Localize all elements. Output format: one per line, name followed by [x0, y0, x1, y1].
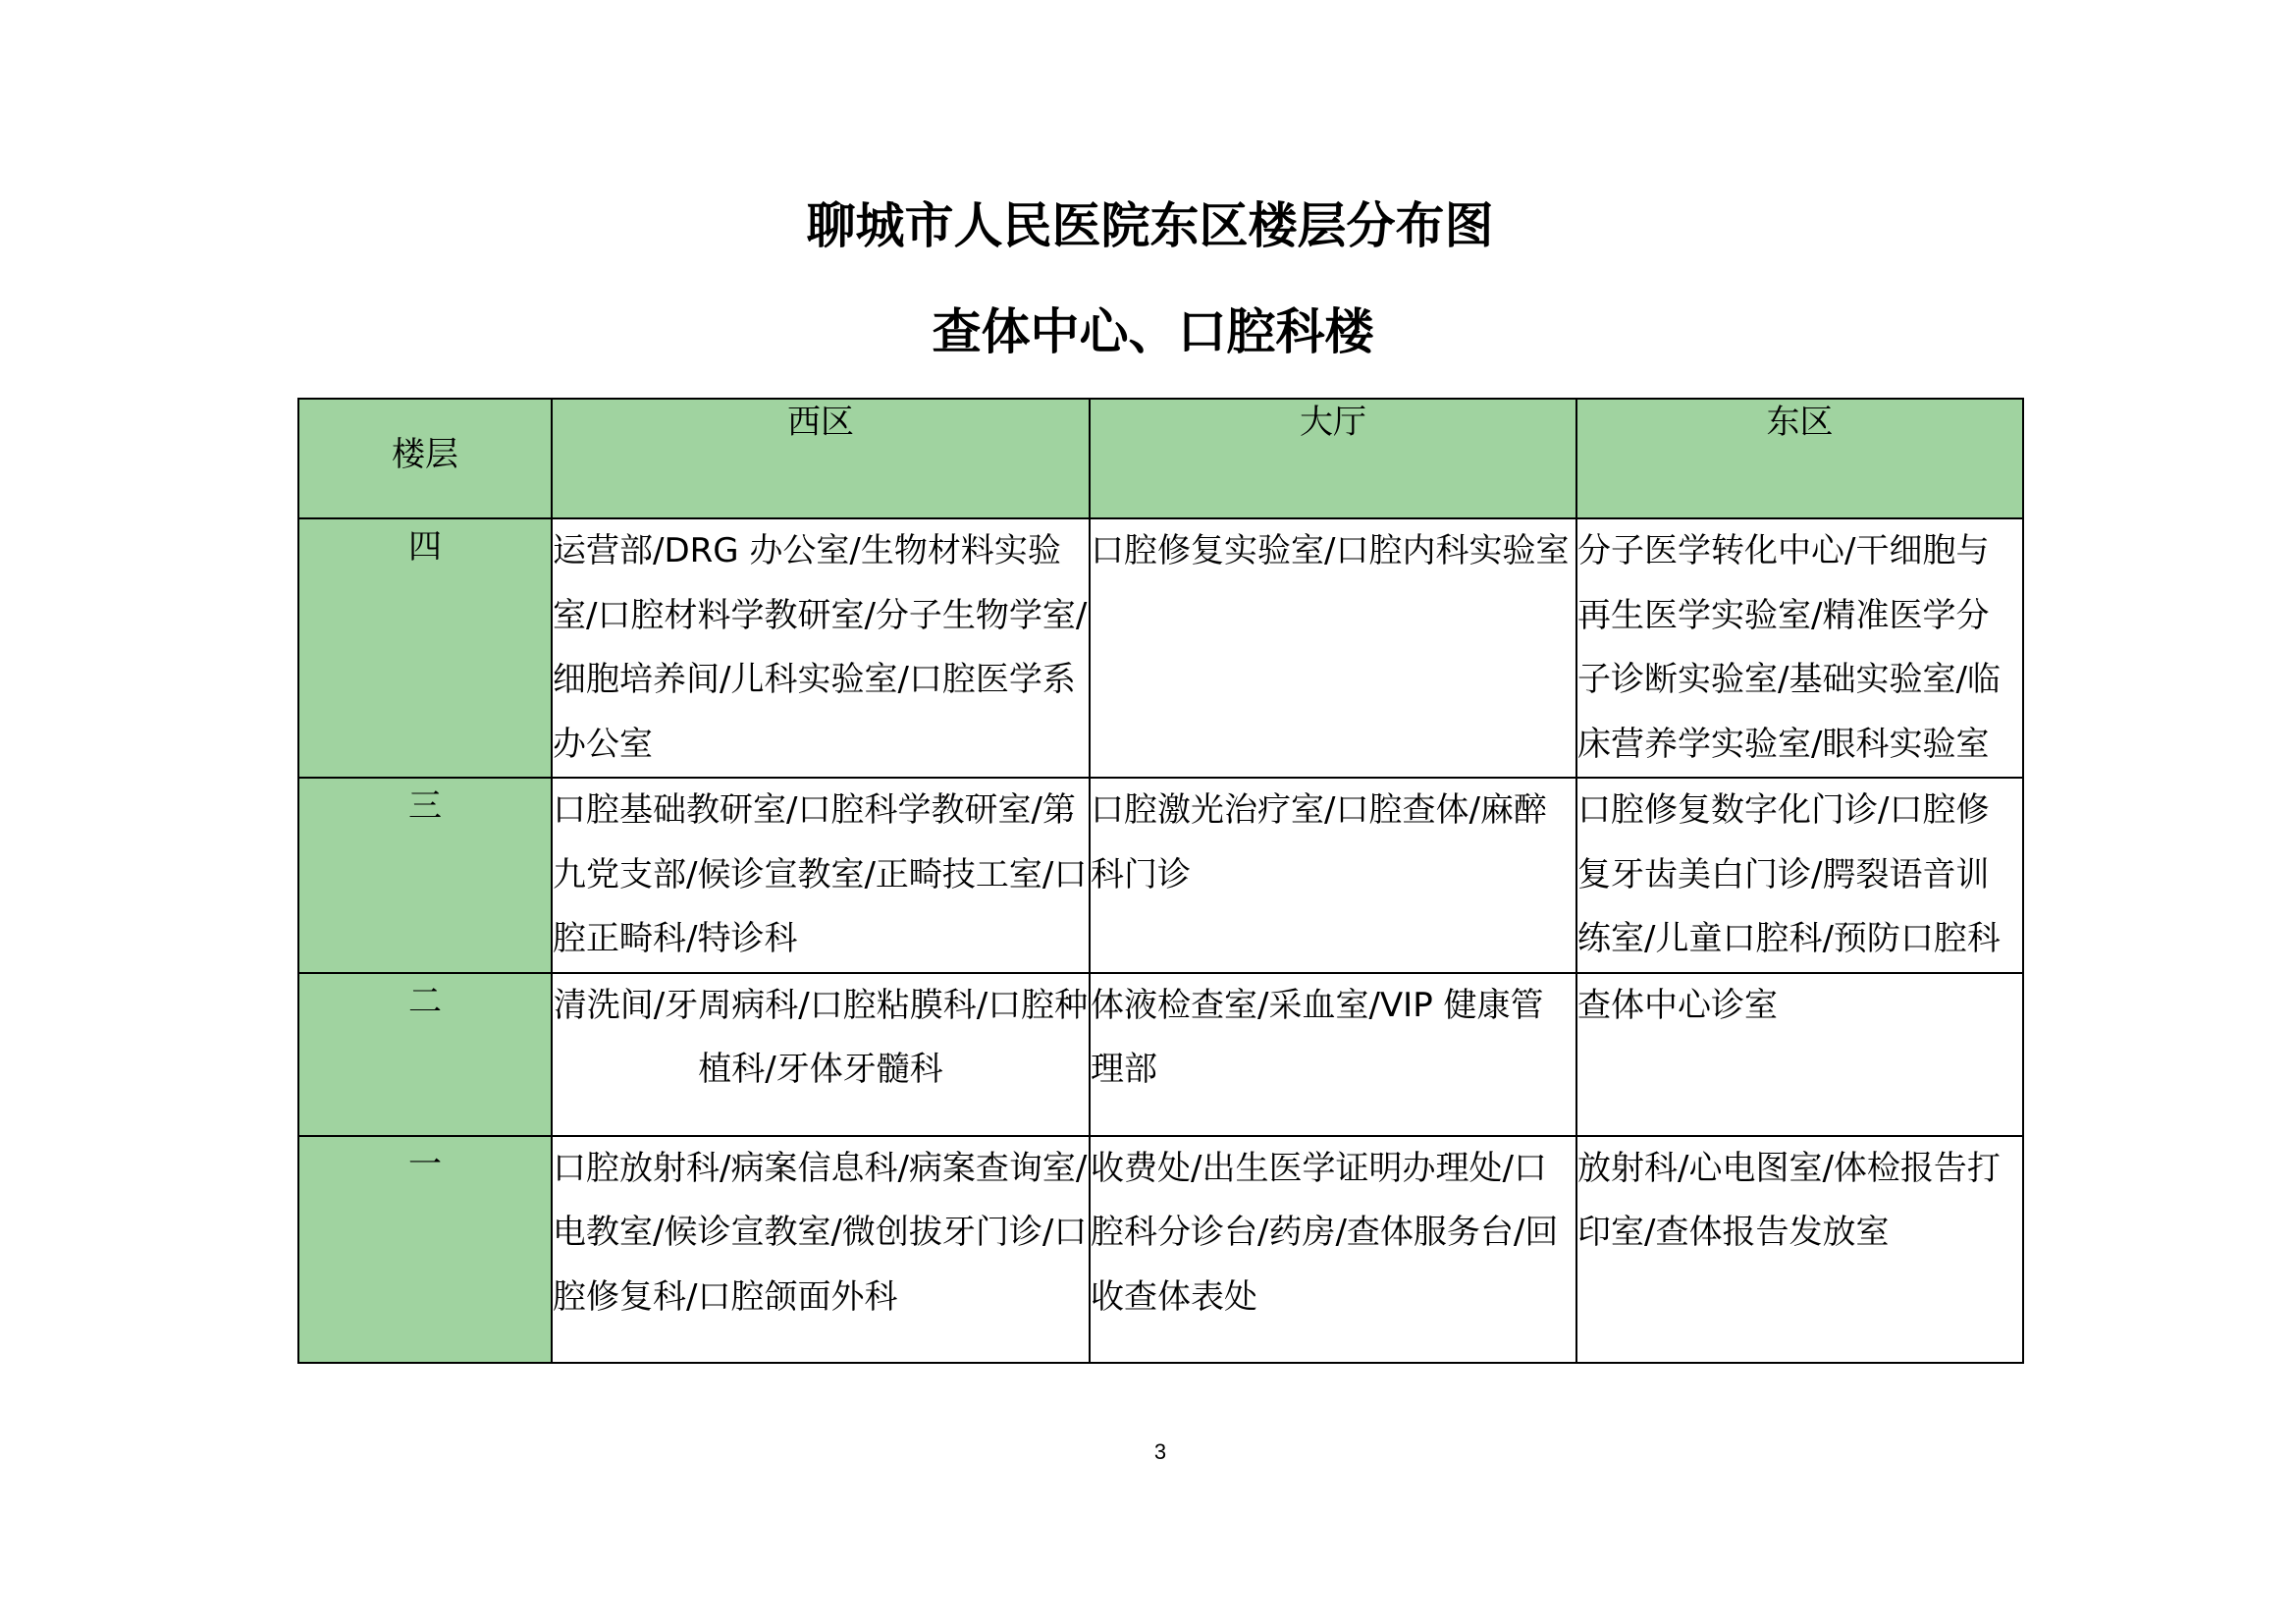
floor-label: 四 [298, 518, 552, 778]
floor-distribution-table [297, 398, 2024, 1364]
west-rooms: 清洗间/牙周病科/口腔粘膜科/口腔种植科/牙体牙髓科 [552, 973, 1090, 1136]
table-row [298, 778, 2023, 973]
header-east: 东区 [1576, 399, 2023, 518]
table-header-row [298, 399, 2023, 518]
table-row [298, 1136, 2023, 1363]
west-rooms: 运营部/DRG 办公室/生物材料实验室/口腔材料学教研室/分子生物学室/细胞培养间/儿科实验室/口腔医学系办公室 [552, 518, 1090, 778]
header-hall: 大厅 [1090, 399, 1576, 518]
floor-label: 一 [298, 1136, 552, 1363]
page-number: 3 [1153, 1439, 1167, 1464]
floor-label: 二 [298, 973, 552, 1136]
west-rooms: 口腔基础教研室/口腔科学教研室/第九党支部/候诊宣教室/正畸技工室/口腔正畸科/特诊科 [552, 778, 1090, 973]
page-subtitle: 查体中心、口腔科楼 [932, 303, 1374, 360]
table-row [298, 973, 2023, 1136]
floor-label: 三 [298, 778, 552, 973]
east-rooms: 分子医学转化中心/干细胞与再生医学实验室/精准医学分子诊断实验室/基础实验室/临床营养学实验室/眼科实验室 [1576, 518, 2023, 778]
hall-rooms: 口腔修复实验室/口腔内科实验室 [1090, 518, 1576, 778]
east-rooms: 查体中心诊室 [1576, 973, 2023, 1136]
hall-rooms: 收费处/出生医学证明办理处/口腔科分诊台/药房/查体服务台/回收查体表处 [1090, 1136, 1576, 1363]
hall-rooms: 体液检查室/采血室/VIP 健康管理部 [1090, 973, 1576, 1136]
page-title: 聊城市人民医院东区楼层分布图 [806, 197, 1494, 254]
east-rooms: 放射科/心电图室/体检报告打印室/查体报告发放室 [1576, 1136, 2023, 1363]
west-rooms: 口腔放射科/病案信息科/病案查询室/电教室/候诊宣教室/微创拔牙门诊/口腔修复科/口腔颌面外科 [552, 1136, 1090, 1363]
hall-rooms: 口腔激光治疗室/口腔查体/麻醉科门诊 [1090, 778, 1576, 973]
header-floor: 楼层 [298, 399, 552, 518]
east-rooms: 口腔修复数字化门诊/口腔修复牙齿美白门诊/腭裂语音训练室/儿童口腔科/预防口腔科 [1576, 778, 2023, 973]
table-row [298, 518, 2023, 778]
header-west: 西区 [552, 399, 1090, 518]
